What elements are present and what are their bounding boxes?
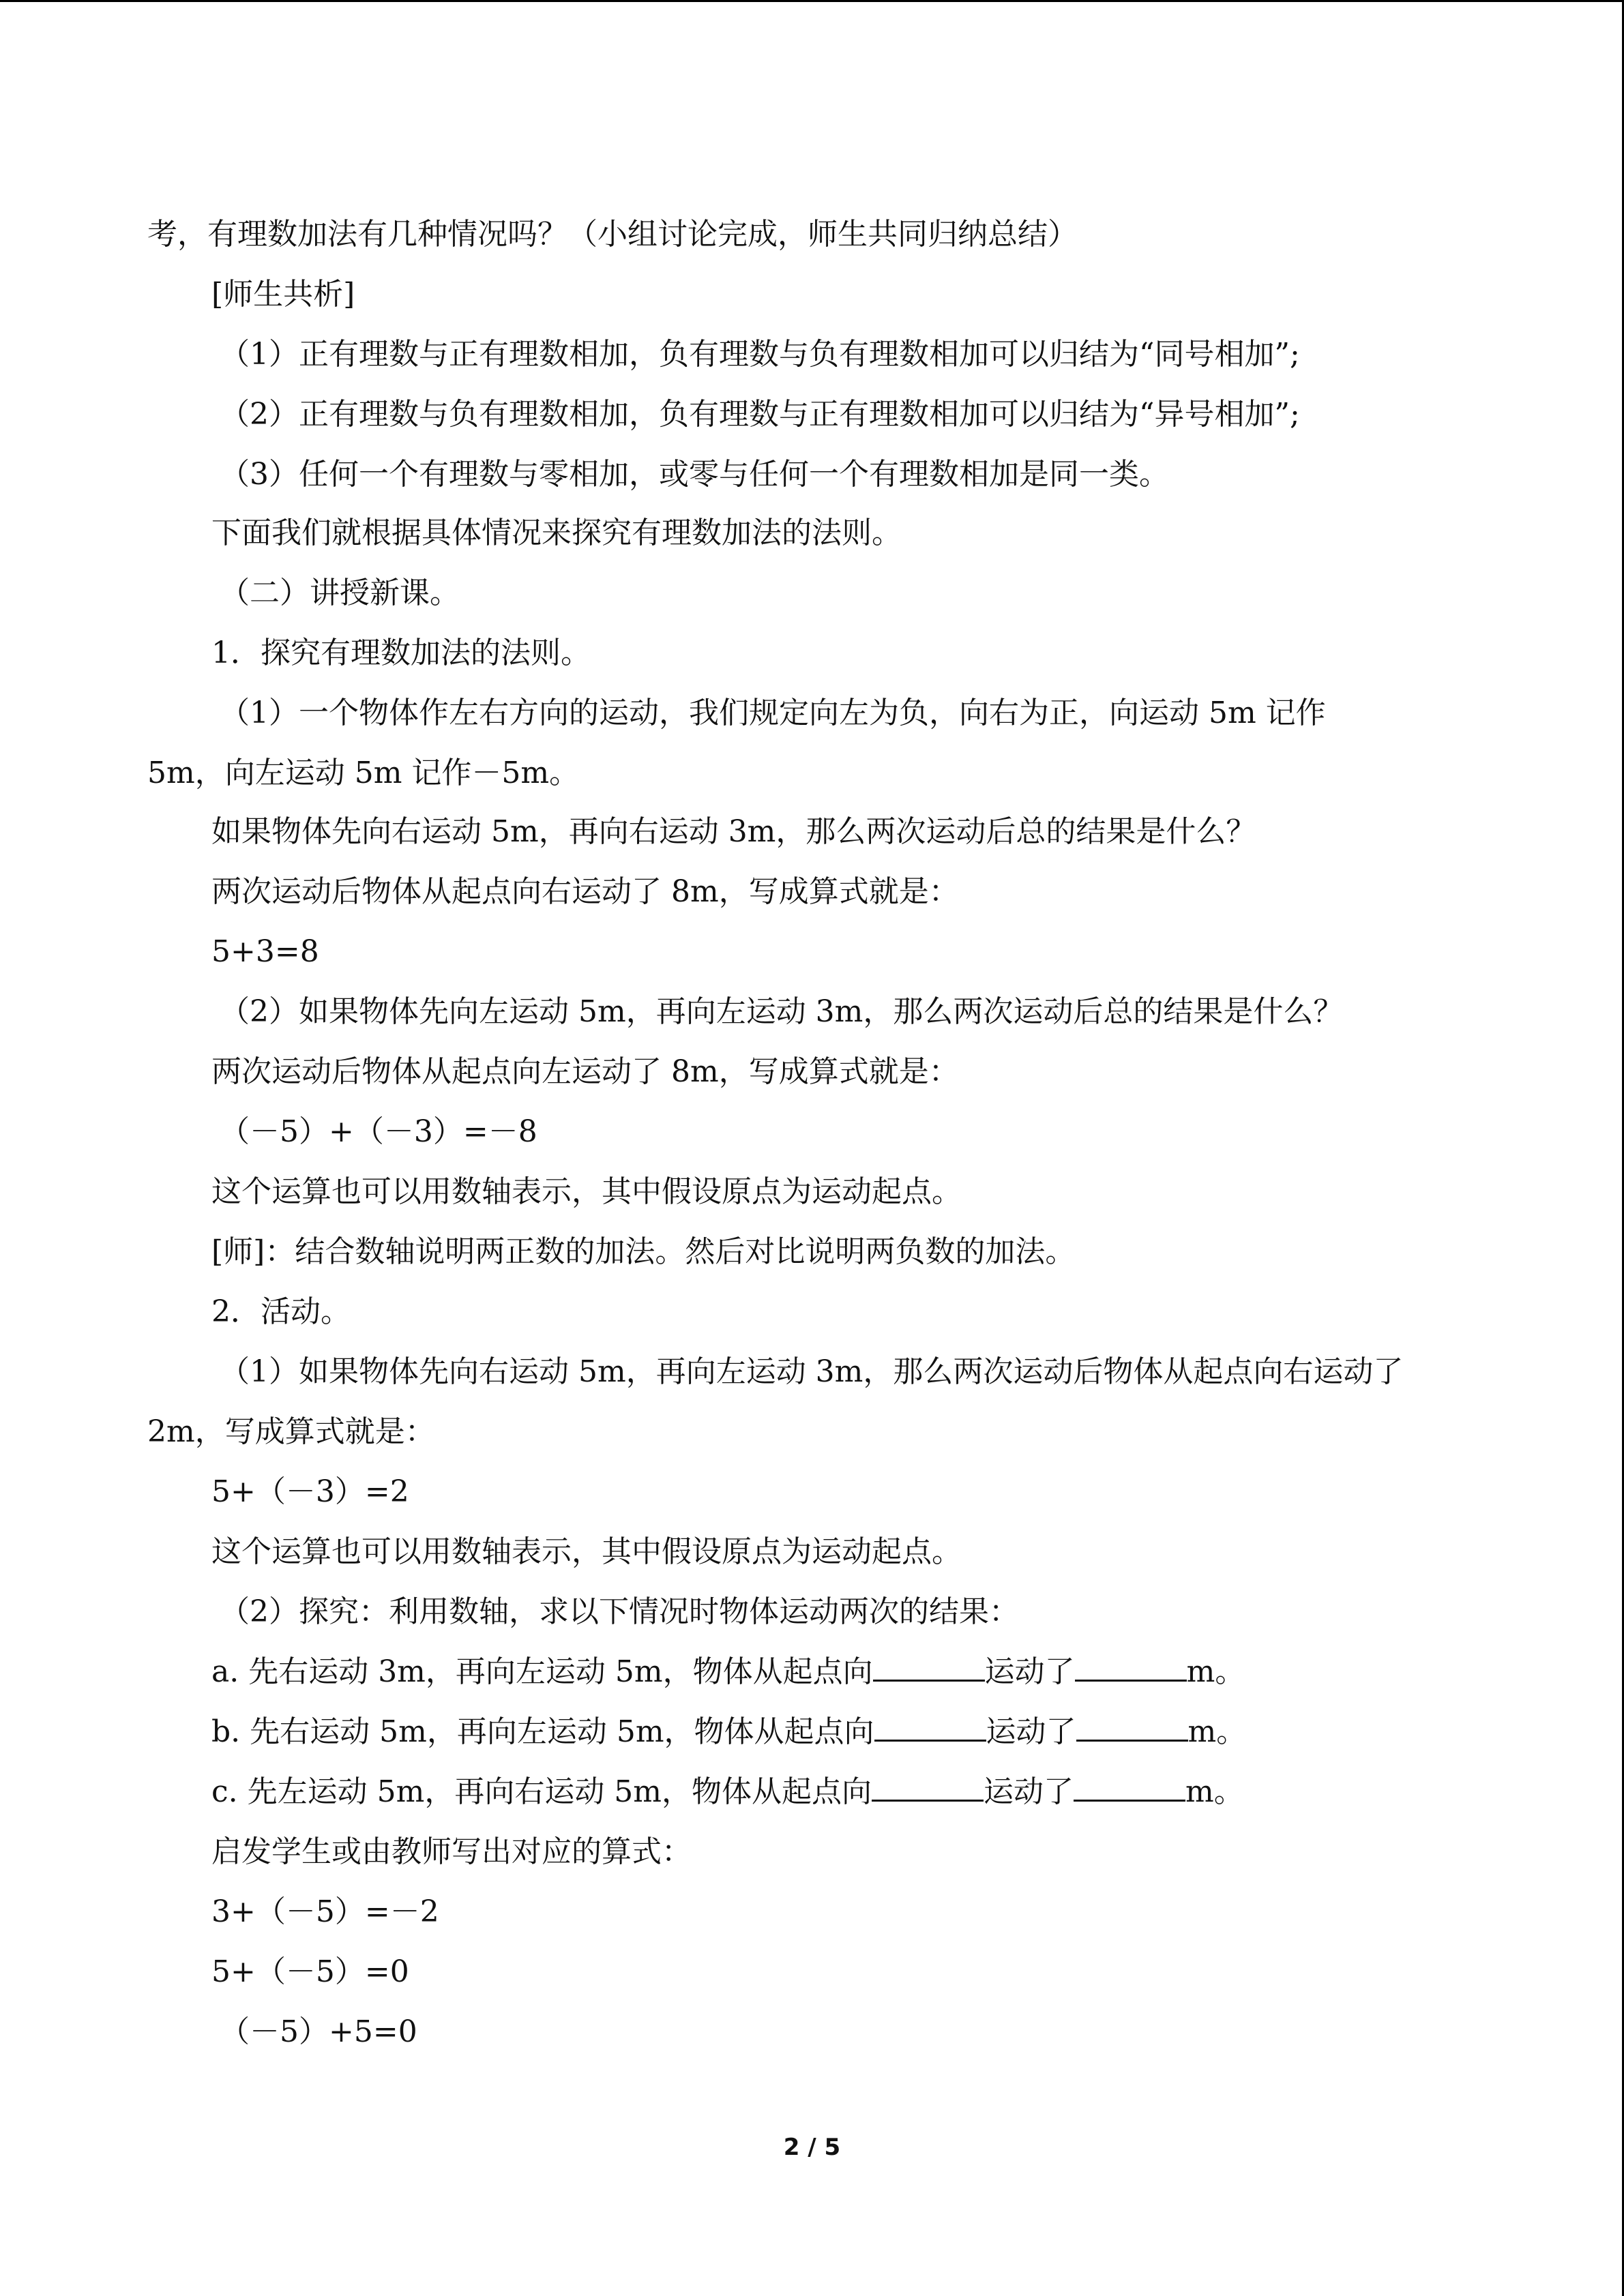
fill-item: [211, 1712, 1246, 1753]
fill-item-prefix: c. 先左运动 5m，再向右运动 5m，物体从起点向: [211, 1774, 872, 1809]
text-line: （2）如果物体先向左运动 5m，再向左运动 3m，那么两次运动后总的结果是什么？: [220, 994, 1344, 1029]
fill-item-middle: 运动了: [984, 1774, 1074, 1809]
answer-blank[interactable]: [1076, 1712, 1188, 1742]
equation: 5+（－5）=0: [211, 1954, 409, 1989]
text-line: 下面我们就根据具体情况来探究有理数加法的法则。: [211, 516, 902, 550]
text-line: [师]：结合数轴说明两正数的加法。然后对比说明两负数的加法。: [211, 1234, 1076, 1269]
fill-item-suffix: m。: [1186, 1654, 1245, 1689]
fill-item-suffix: m。: [1185, 1774, 1244, 1809]
text-line: 两次运动后物体从起点向左运动了 8m，写成算式就是：: [211, 1054, 959, 1089]
text-line: 两次运动后物体从起点向右运动了 8m，写成算式就是：: [211, 874, 959, 909]
answer-blank[interactable]: [872, 1772, 984, 1802]
answer-blank[interactable]: [873, 1652, 985, 1682]
text-line: 这个运算也可以用数轴表示，其中假设原点为运动起点。: [211, 1174, 962, 1209]
text-line: 5m，向左运动 5m 记作－5m。: [147, 756, 580, 790]
equation: （－5）+5=0: [220, 2014, 417, 2049]
fill-item-middle: 运动了: [986, 1714, 1076, 1749]
equation: 5+3=8: [211, 934, 319, 969]
section-label: [师生共析]: [211, 277, 355, 312]
answer-blank[interactable]: [1075, 1652, 1187, 1682]
text-line: 启发学生或由教师写出对应的算式：: [211, 1834, 692, 1869]
equation: 3+（－5）=－2: [211, 1894, 439, 1929]
section-heading: （二）讲授新课。: [220, 576, 460, 610]
section-heading: 1．探究有理数加法的法则。: [211, 636, 591, 670]
text-line: 考，有理数加法有几种情况吗？（小组讨论完成，师生共同归纳总结）: [147, 217, 1078, 252]
text-line: 如果物体先向右运动 5m，再向右运动 3m，那么两次运动后总的结果是什么？: [211, 814, 1256, 849]
fill-item-middle: 运动了: [984, 1654, 1075, 1689]
list-item: （1）正有理数与正有理数相加，负有理数与负有理数相加可以归结为“同号相加”;: [220, 337, 1300, 372]
fill-item: [211, 1772, 1244, 1813]
text-line: 这个运算也可以用数轴表示，其中假设原点为运动起点。: [211, 1534, 962, 1569]
text-line: （1）如果物体先向右运动 5m，再向左运动 3m，那么两次运动后物体从起点向右运动了: [220, 1354, 1404, 1389]
text-line: （1）一个物体作左右方向的运动，我们规定向左为负，向右为正，向运动 5m 记作: [220, 696, 1326, 730]
fill-item-prefix: b. 先右运动 5m，再向左运动 5m，物体从起点向: [211, 1714, 874, 1749]
fill-item-suffix: m。: [1187, 1714, 1247, 1749]
equation: 5+（－3）=2: [211, 1474, 409, 1509]
list-item: （2）正有理数与负有理数相加，负有理数与正有理数相加可以归结为“异号相加”;: [220, 397, 1300, 432]
page-number: 2 / 5: [783, 2134, 841, 2161]
text-line: 2m，写成算式就是：: [147, 1414, 435, 1449]
page-border-top: [0, 0, 1624, 2]
section-heading: 2．活动。: [211, 1294, 351, 1329]
list-item: （3）任何一个有理数与零相加，或零与任何一个有理数相加是同一类。: [220, 457, 1169, 492]
fill-item-prefix: a. 先右运动 3m，再向左运动 5m，物体从起点向: [211, 1654, 873, 1689]
answer-blank[interactable]: [874, 1712, 986, 1742]
answer-blank[interactable]: [1074, 1772, 1185, 1802]
text-line: （2）探究：利用数轴，求以下情况时物体运动两次的结果：: [220, 1594, 1019, 1629]
equation: （－5）+（－3）=－8: [220, 1114, 537, 1149]
fill-item: [211, 1652, 1245, 1693]
